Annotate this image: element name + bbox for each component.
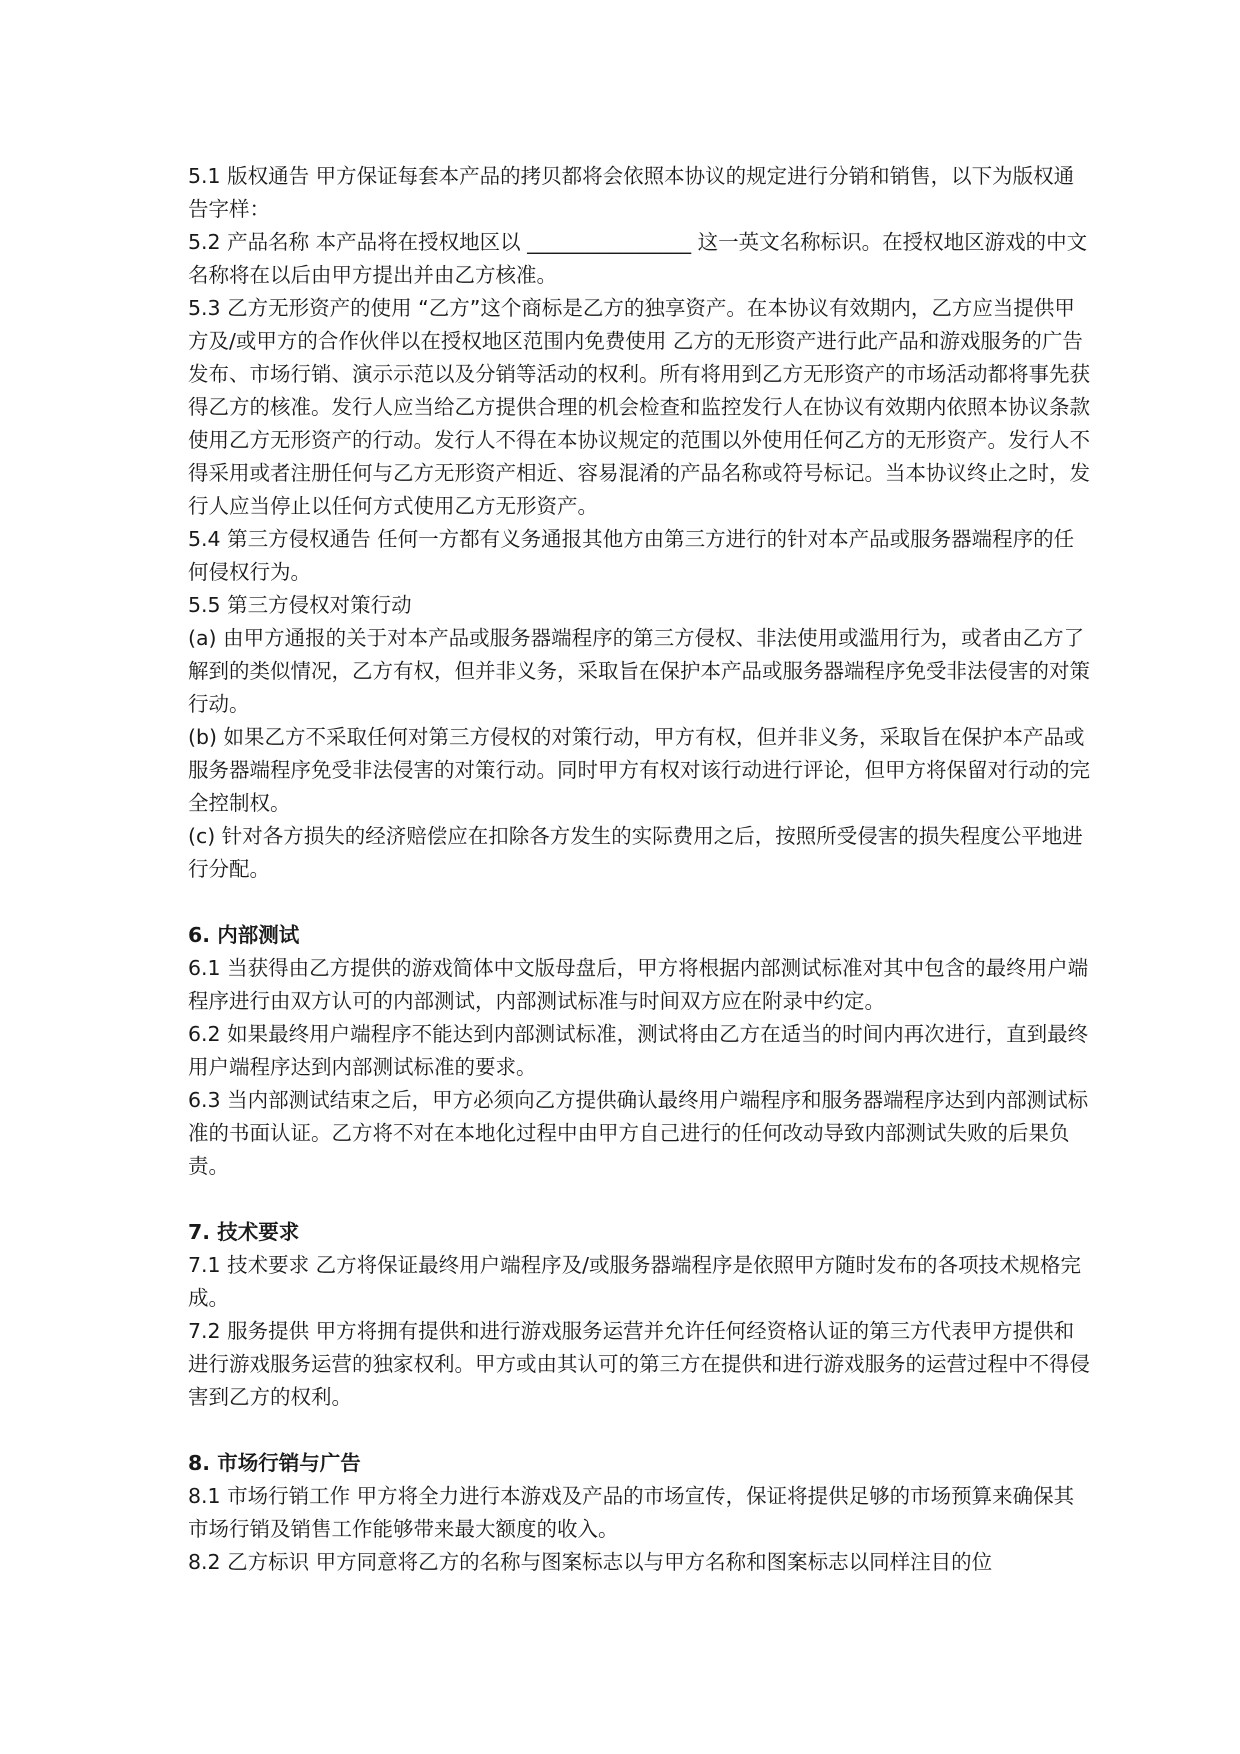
section-spacer — [188, 886, 1090, 919]
section-heading: 7. 技术要求 — [188, 1220, 300, 1244]
clause-paragraph: (b) 如果乙方不采取任何对第三方侵权的对策行动，甲方有权，但并非义务，采取旨在保护本产品或服务器端程序免受非法侵害的对策行动。同时甲方有权对该行动进行评论，但甲方将保留对行动的完全控制权。 — [188, 725, 1090, 815]
clause-paragraph: 6.3 当内部测试结束之后，甲方必须向乙方提供确认最终用户端程序和服务器端程序达到内部测试标准的书面认证。乙方将不对在本地化过程中由甲方自己进行的任何改动导致内部测试失败的后果负责。 — [188, 1088, 1089, 1178]
clause-paragraph: 7.1 技术要求 乙方将保证最终用户端程序及/或服务器端程序是依照甲方随时发布的各项技术规格完成。 — [188, 1253, 1082, 1310]
section-heading: 8. 市场行销与广告 — [188, 1451, 361, 1475]
clause-paragraph: 6.1 当获得由乙方提供的游戏简体中文版母盘后，甲方将根据内部测试标准对其中包含的最终用户端程序进行由双方认可的内部测试，内部测试标准与时间双方应在附录中约定。 — [188, 956, 1089, 1013]
section-spacer — [188, 1414, 1090, 1447]
clause-paragraph: 5.4 第三方侵权通告 任何一方都有义务通报其他方由第三方进行的针对本产品或服务器端程序的任何侵权行为。 — [188, 527, 1075, 584]
clause-paragraph: (a) 由甲方通报的关于对本产品或服务器端程序的第三方侵权、非法使用或滥用行为，或者由乙方了解到的类似情况，乙方有权，但并非义务，采取旨在保护本产品或服务器端程序免受非法侵害的对策行动。 — [188, 626, 1090, 716]
section-spacer — [188, 1183, 1090, 1216]
clause-paragraph: 5.5 第三方侵权对策行动 — [188, 593, 412, 617]
clause-paragraph: 5.2 产品名称 本产品将在授权地区以 ________________ 这一英文名称标识。在授权地区游戏的中文名称将在以后由甲方提出并由乙方核准。 — [188, 230, 1088, 287]
clause-paragraph: (c) 针对各方损失的经济赔偿应在扣除各方发生的实际费用之后，按照所受侵害的损失程度公平地进行分配。 — [188, 824, 1083, 881]
clause-paragraph: 5.3 乙方无形资产的使用 “乙方”这个商标是乙方的独享资产。在本协议有效期内，乙方应当提供甲方及/或甲方的合作伙伴以在授权地区范围内免费使用 乙方的无形资产进行此产品和游戏服务的广告发布、市场行销、演示示范以及分销等活动的权利。所有将用到乙方无形资产的市场活动都将事先获得乙方的核准。发行人应当给乙方提供合理的机会检查和监控发行人在协议有效期内依照本协议条款使用乙方无形资产的行动。发行人不得在本协议规定的范围以外使用任何乙方的无形资产。发行人不得采用或者注册任何与乙方无形资产相近、容易混淆的产品名称或符号标记。当本协议终止之时，发行人应当停止以任何方式使用乙方无形资产。 — [188, 296, 1090, 518]
clause-paragraph: 5.1 版权通告 甲方保证每套本产品的拷贝都将会依照本协议的规定进行分销和销售，以下为版权通告字样： — [188, 164, 1075, 221]
clause-paragraph: 7.2 服务提供 甲方将拥有提供和进行游戏服务运营并允许任何经资格认证的第三方代表甲方提供和进行游戏服务运营的独家权利。甲方或由其认可的第三方在提供和进行游戏服务的运营过程中不得侵害到乙方的权利。 — [188, 1319, 1090, 1409]
section-heading: 6. 内部测试 — [188, 923, 300, 947]
clause-paragraph: 6.2 如果最终用户端程序不能达到内部测试标准，测试将由乙方在适当的时间内再次进行，直到最终用户端程序达到内部测试标准的要求。 — [188, 1022, 1089, 1079]
clause-paragraph: 8.1 市场行销工作 甲方将全力进行本游戏及产品的市场宣传，保证将提供足够的市场预算来确保其市场行销及销售工作能够带来最大额度的收入。 — [188, 1484, 1075, 1541]
clause-paragraph: 8.2 乙方标识 甲方同意将乙方的名称与图案标志以与甲方名称和图案标志以同样注目的位 — [188, 1550, 993, 1574]
